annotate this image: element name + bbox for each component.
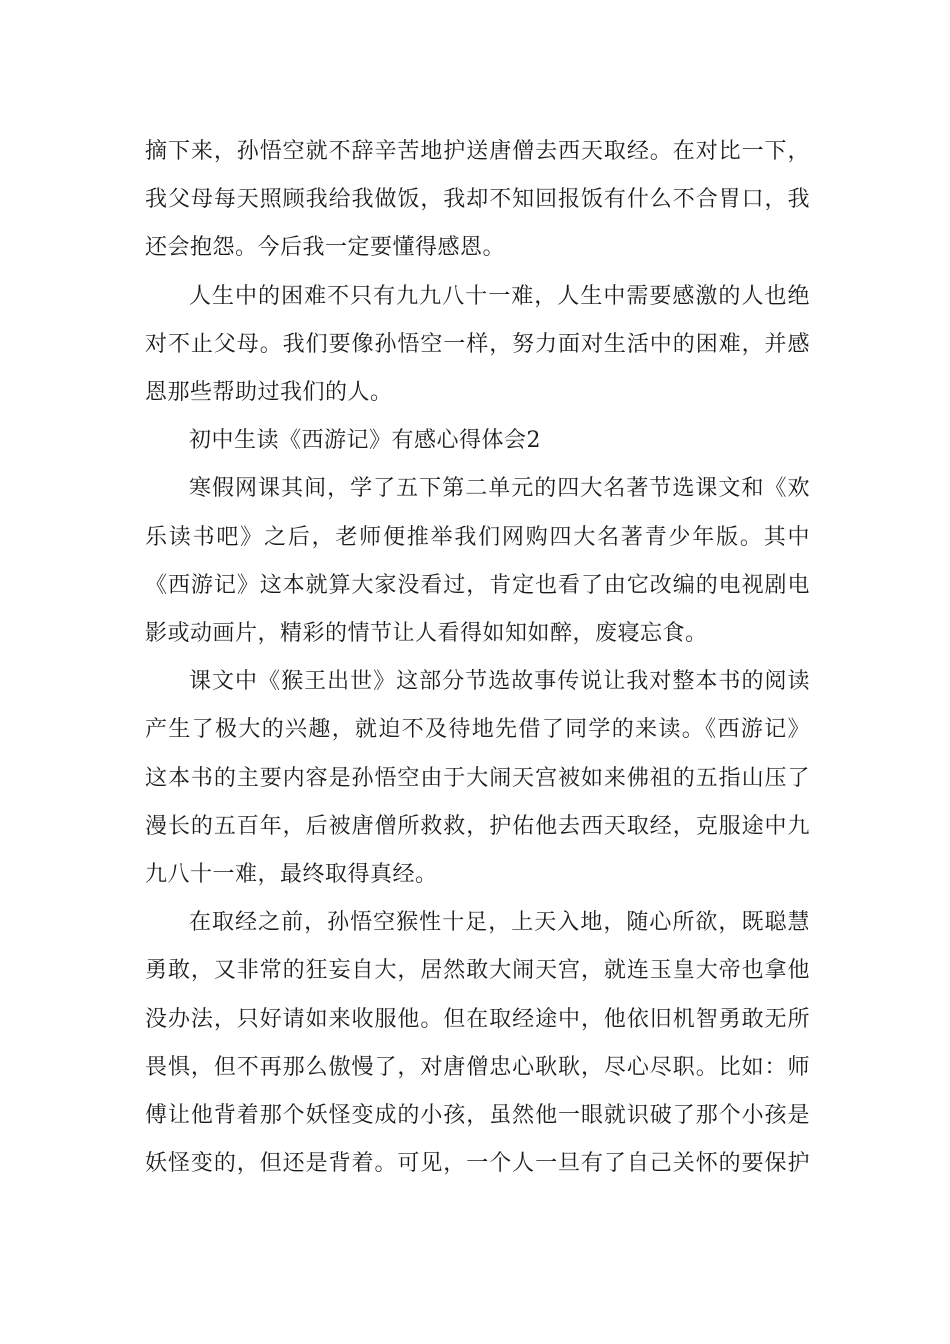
text-line: 摘下来，孙悟空就不辞辛苦地护送唐僧去西天取经。在对比一下，: [145, 139, 810, 164]
text-line: 漫长的五百年，后被唐僧所救救，护佑他去西天取经，克服途中九: [145, 813, 810, 839]
text-line: 寒假网课其间，学了五下第二单元的四大名著节选课文和《欢: [189, 476, 810, 502]
text-line: 在取经之前，孙悟空猴性十足，上天入地，随心所欲，既聪慧: [189, 910, 810, 936]
document-body: [145, 128, 810, 1188]
text-line: 我父母每天照顾我给我做饭，我却不知回报饭有什么不合胃口，我: [145, 187, 810, 213]
text-line: 《西游记》这本就算大家没看过，肯定也看了由它改编的电视剧电: [145, 572, 810, 598]
text-line: 畏惧，但不再那么傲慢了，对唐僧忠心耿耿，尽心尽职。比如：师: [145, 1054, 810, 1080]
text-line: 没办法，只好请如来收服他。但在取经途中，他依旧机智勇敢无所: [145, 1006, 810, 1032]
text-line: 九八十一难，最终取得真经。: [145, 862, 438, 888]
text-line: 对不止父母。我们要像孙悟空一样，努力面对生活中的困难，并感: [145, 331, 810, 357]
text-line: 还会抱怨。今后我一定要懂得感恩。: [145, 235, 506, 261]
paragraph: [145, 899, 810, 1188]
text-line: 傅让他背着那个妖怪变成的小孩，虽然他一眼就识破了那个小孩是: [145, 1103, 810, 1129]
paragraph: [145, 273, 810, 418]
text-line: 乐读书吧》之后，老师便推举我们网购四大名著青少年版。其中: [145, 524, 810, 550]
text-line: 妖怪变的，但还是背着。可见，一个人一旦有了自己关怀的要保护: [145, 1151, 810, 1177]
text-line: 勇敢，又非常的狂妄自大，居然敢大闹天宫，就连玉皇大帝也拿他: [145, 958, 810, 984]
text-line: 课文中《猴王出世》这部分节选故事传说让我对整本书的阅读: [189, 669, 810, 695]
text-line: 产生了极大的兴趣，就迫不及待地先借了同学的来读。《西游记》: [145, 717, 810, 743]
section-heading: [145, 417, 810, 465]
paragraph: [145, 128, 810, 273]
heading-line: 初中生读《西游记》有感心得体会2: [189, 428, 541, 454]
text-line: 这本书的主要内容是孙悟空由于大闹天宫被如来佛祖的五指山压了: [145, 765, 810, 791]
paragraph: [145, 658, 810, 899]
paragraph: [145, 465, 810, 658]
text-line: 人生中的困难不只有九九八十一难，人生中需要感激的人也绝: [189, 283, 810, 309]
text-line: 恩那些帮助过我们的人。: [145, 380, 393, 406]
text-line: 影或动画片，精彩的情节让人看得如知如醉，废寝忘食。: [145, 621, 708, 647]
